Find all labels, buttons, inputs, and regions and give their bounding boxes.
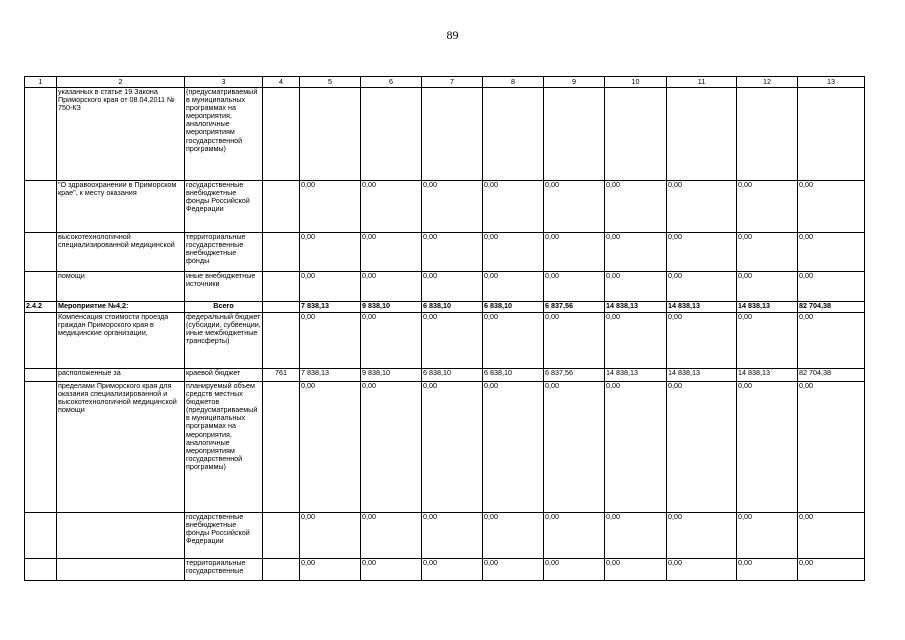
code-cell: [25, 272, 57, 302]
value-cell: 0,00: [544, 272, 605, 302]
agency-code-cell: [263, 313, 300, 369]
value-cell: 0,00: [300, 513, 361, 559]
table-row: [25, 88, 865, 181]
value-cell: 0,00: [544, 559, 605, 581]
value-cell: 0,00: [483, 513, 544, 559]
value-cell: 0,00: [300, 313, 361, 369]
value-cell: 6 837,56: [544, 369, 605, 382]
value-cell: 0,00: [667, 382, 737, 513]
description-cell: [57, 559, 185, 581]
source-cell: территориальные государственные внебюджетные фонды: [185, 233, 263, 272]
value-cell: 0,00: [737, 513, 798, 559]
source-cell: государственные внебюджетные фонды Российской Федерации: [185, 513, 263, 559]
value-cell: 14 838,13: [667, 302, 737, 313]
value-cell: 0,00: [667, 513, 737, 559]
value-cell: 6 838,10: [483, 369, 544, 382]
source-cell: иные внебюджетные источники: [185, 272, 263, 302]
value-cell: 0,00: [667, 181, 737, 233]
value-cell: 0,00: [483, 382, 544, 513]
value-cell: 7 838,13: [300, 302, 361, 313]
agency-code-cell: [263, 302, 300, 313]
code-cell: [25, 233, 57, 272]
value-cell: 0,00: [544, 313, 605, 369]
value-cell: 0,00: [667, 559, 737, 581]
header-cell: 11: [667, 77, 737, 88]
value-cell: 0,00: [544, 382, 605, 513]
value-cell: 0,00: [798, 313, 865, 369]
description-cell: "О здравоохранении в Приморском крае", к месту оказания: [57, 181, 185, 233]
code-cell: [25, 88, 57, 181]
agency-code-cell: [263, 382, 300, 513]
value-cell: [361, 88, 422, 181]
table-row: [25, 382, 865, 513]
code-cell: [25, 513, 57, 559]
table-row: [25, 233, 865, 272]
code-cell: [25, 559, 57, 581]
header-cell: 4: [263, 77, 300, 88]
value-cell: 0,00: [798, 272, 865, 302]
source-cell: (предусматриваемый в муниципальных программах на мероприятия, аналогичные мероприятиям государственной программы): [185, 88, 263, 181]
value-cell: 14 838,13: [605, 302, 667, 313]
value-cell: 9 838,10: [361, 302, 422, 313]
table-row: [25, 272, 865, 302]
header-cell: 8: [483, 77, 544, 88]
value-cell: 0,00: [483, 559, 544, 581]
value-cell: 0,00: [483, 181, 544, 233]
table-header-row: [25, 77, 865, 88]
description-cell: помощи: [57, 272, 185, 302]
value-cell: 82 704,38: [798, 302, 865, 313]
value-cell: 14 838,13: [737, 302, 798, 313]
value-cell: 0,00: [361, 233, 422, 272]
value-cell: 0,00: [605, 181, 667, 233]
value-cell: 0,00: [361, 181, 422, 233]
description-cell: высокотехнологичной специализированной медицинской: [57, 233, 185, 272]
value-cell: 0,00: [544, 513, 605, 559]
value-cell: 0,00: [422, 233, 483, 272]
value-cell: 0,00: [300, 382, 361, 513]
value-cell: 0,00: [605, 313, 667, 369]
value-cell: 0,00: [422, 272, 483, 302]
table-row: [25, 181, 865, 233]
value-cell: 0,00: [300, 181, 361, 233]
value-cell: 0,00: [422, 181, 483, 233]
value-cell: 0,00: [361, 513, 422, 559]
value-cell: [605, 88, 667, 181]
value-cell: [483, 88, 544, 181]
value-cell: [798, 88, 865, 181]
value-cell: 6 838,10: [483, 302, 544, 313]
source-cell: Всего: [185, 302, 263, 313]
budget-table: [24, 76, 865, 581]
description-cell: [57, 513, 185, 559]
value-cell: 82 704,38: [798, 369, 865, 382]
description-cell: расположенные за: [57, 369, 185, 382]
value-cell: 0,00: [300, 559, 361, 581]
value-cell: [667, 88, 737, 181]
code-cell: [25, 369, 57, 382]
description-cell: Компенсация стоимости проезда граждан Приморского края в медицинские организации,: [57, 313, 185, 369]
table-row: [25, 313, 865, 369]
header-cell: 3: [185, 77, 263, 88]
value-cell: 0,00: [300, 272, 361, 302]
value-cell: 0,00: [798, 559, 865, 581]
header-cell: 6: [361, 77, 422, 88]
value-cell: 0,00: [361, 382, 422, 513]
value-cell: 0,00: [737, 559, 798, 581]
value-cell: 9 838,10: [361, 369, 422, 382]
code-cell: [25, 382, 57, 513]
table-body: [25, 88, 865, 581]
agency-code-cell: [263, 181, 300, 233]
value-cell: 14 838,13: [737, 369, 798, 382]
value-cell: 0,00: [737, 233, 798, 272]
value-cell: 0,00: [798, 181, 865, 233]
value-cell: 6 837,56: [544, 302, 605, 313]
value-cell: [737, 88, 798, 181]
header-cell: 2: [57, 77, 185, 88]
value-cell: 0,00: [300, 233, 361, 272]
code-cell: [25, 181, 57, 233]
agency-code-cell: [263, 233, 300, 272]
source-cell: государственные внебюджетные фонды Российской Федерации: [185, 181, 263, 233]
value-cell: 0,00: [361, 559, 422, 581]
value-cell: 0,00: [422, 382, 483, 513]
code-cell: [25, 313, 57, 369]
value-cell: [422, 88, 483, 181]
description-cell: указанных в статье 19 Закона Приморского края от 08.04.2011 № 750-КЗ: [57, 88, 185, 181]
header-cell: 10: [605, 77, 667, 88]
table-row: [25, 369, 865, 382]
value-cell: 0,00: [605, 513, 667, 559]
value-cell: 0,00: [667, 233, 737, 272]
value-cell: [300, 88, 361, 181]
value-cell: 6 838,10: [422, 302, 483, 313]
table-row: [25, 513, 865, 559]
value-cell: 0,00: [737, 181, 798, 233]
header-cell: 7: [422, 77, 483, 88]
value-cell: 0,00: [544, 181, 605, 233]
source-cell: федеральный бюджет (субсидии, субвенции, иные межбюджетные трансферты): [185, 313, 263, 369]
code-cell: 2.4.2: [25, 302, 57, 313]
value-cell: 0,00: [737, 382, 798, 513]
value-cell: 0,00: [605, 382, 667, 513]
source-cell: территориальные государственные: [185, 559, 263, 581]
value-cell: 0,00: [544, 233, 605, 272]
source-cell: краевой бюджет: [185, 369, 263, 382]
agency-code-cell: [263, 272, 300, 302]
page-number: 89: [446, 28, 459, 42]
value-cell: 0,00: [483, 233, 544, 272]
description-cell: пределами Приморского края для оказания специализированной и высокотехнологичной медицинской помощи: [57, 382, 185, 513]
value-cell: 0,00: [422, 313, 483, 369]
value-cell: 14 838,13: [667, 369, 737, 382]
table-row: [25, 302, 865, 313]
value-cell: 0,00: [667, 272, 737, 302]
agency-code-cell: 761: [263, 369, 300, 382]
agency-code-cell: [263, 513, 300, 559]
value-cell: 7 838,13: [300, 369, 361, 382]
header-cell: 9: [544, 77, 605, 88]
value-cell: 0,00: [361, 272, 422, 302]
value-cell: 0,00: [422, 559, 483, 581]
value-cell: 0,00: [422, 513, 483, 559]
agency-code-cell: [263, 559, 300, 581]
value-cell: 0,00: [605, 272, 667, 302]
value-cell: 14 838,13: [605, 369, 667, 382]
header-cell: 12: [737, 77, 798, 88]
value-cell: 0,00: [798, 233, 865, 272]
value-cell: [544, 88, 605, 181]
header-cell: 1: [25, 77, 57, 88]
header-cell: 5: [300, 77, 361, 88]
table-row: [25, 559, 865, 581]
description-cell: Мероприятие №4.2:: [57, 302, 185, 313]
value-cell: 0,00: [737, 272, 798, 302]
header-cell: 13: [798, 77, 865, 88]
value-cell: 0,00: [361, 313, 422, 369]
value-cell: 0,00: [605, 559, 667, 581]
agency-code-cell: [263, 88, 300, 181]
source-cell: планируемый объем средств местных бюджетов (предусматриваемый в муниципальных программах на мероприятия, аналогичные мероприятиям государственной программы): [185, 382, 263, 513]
value-cell: 6 838,10: [422, 369, 483, 382]
value-cell: 0,00: [605, 233, 667, 272]
value-cell: 0,00: [798, 382, 865, 513]
value-cell: 0,00: [667, 313, 737, 369]
value-cell: 0,00: [737, 313, 798, 369]
value-cell: 0,00: [483, 313, 544, 369]
value-cell: 0,00: [798, 513, 865, 559]
value-cell: 0,00: [483, 272, 544, 302]
